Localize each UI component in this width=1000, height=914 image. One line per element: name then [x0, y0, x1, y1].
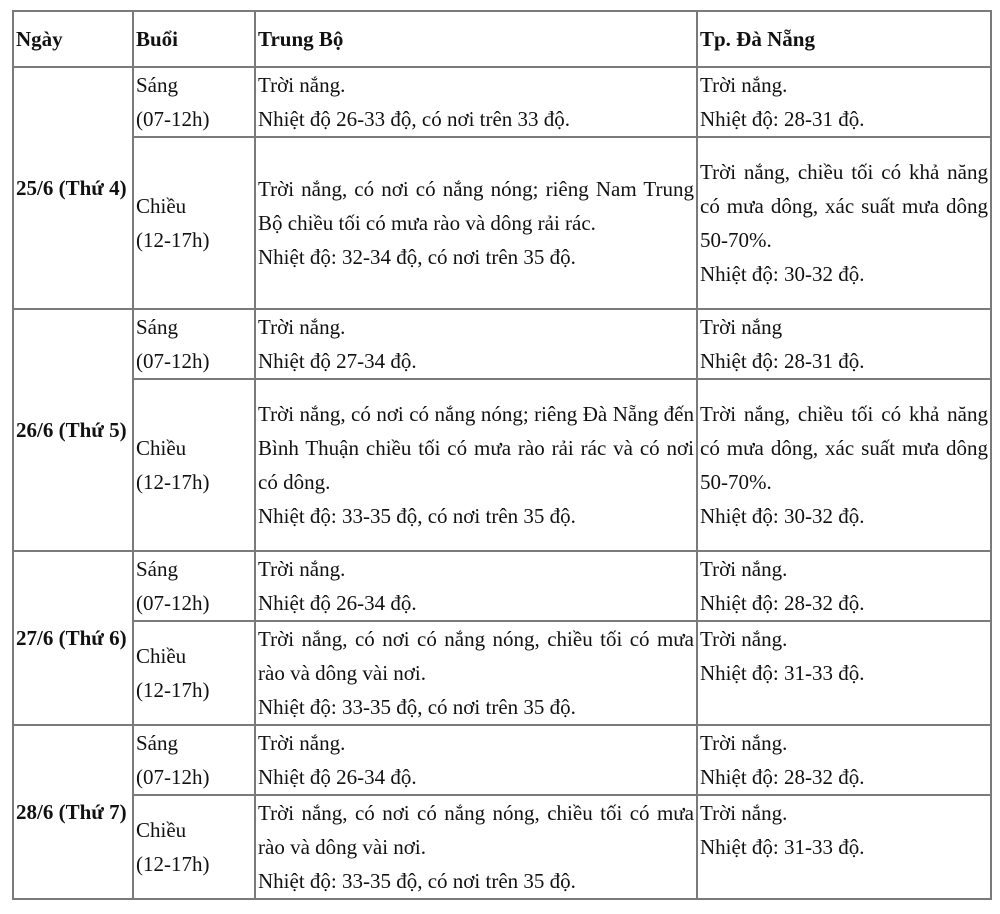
central-forecast: Trời nắng. Nhiệt độ 26-33 độ, có nơi trên 33 độ.: [255, 67, 697, 137]
danang-forecast: Trời nắng. Nhiệt độ: 28-31 độ.: [697, 67, 991, 137]
danang-forecast: Trời nắng. Nhiệt độ: 28-32 độ.: [697, 725, 991, 795]
day-label: 27/6 (Thứ 6): [13, 551, 133, 725]
period-afternoon: Chiều (12-17h): [133, 137, 255, 309]
day-label: 25/6 (Thứ 4): [13, 67, 133, 309]
header-danang: Tp. Đà Nẵng: [697, 11, 991, 67]
central-forecast: Trời nắng. Nhiệt độ 27-34 độ.: [255, 309, 697, 379]
table-row: [13, 551, 991, 621]
period-afternoon: Chiều (12-17h): [133, 379, 255, 551]
day-label: 26/6 (Thứ 5): [13, 309, 133, 551]
central-forecast: Trời nắng, có nơi có nắng nóng, chiều tối có mưa rào và dông vài nơi. Nhiệt độ: 33-35 độ, có nơi trên 35 độ.: [255, 621, 697, 725]
weather-forecast-table: [12, 10, 992, 900]
central-forecast: Trời nắng, có nơi có nắng nóng; riêng Đà Nẵng đến Bình Thuận chiều tối có mưa rào rải rác và có nơi có dông. Nhiệt độ: 33-35 độ, có nơi trên 35 độ.: [255, 379, 697, 551]
central-forecast: Trời nắng, có nơi có nắng nóng, chiều tối có mưa rào và dông vài nơi. Nhiệt độ: 33-35 độ, có nơi trên 35 độ.: [255, 795, 697, 899]
table-row: [13, 309, 991, 379]
danang-forecast: Trời nắng. Nhiệt độ: 31-33 độ.: [697, 795, 991, 899]
central-forecast: Trời nắng. Nhiệt độ 26-34 độ.: [255, 551, 697, 621]
period-morning: Sáng (07-12h): [133, 725, 255, 795]
danang-forecast: Trời nắng Nhiệt độ: 28-31 độ.: [697, 309, 991, 379]
table-row: [13, 379, 991, 551]
period-afternoon: Chiều (12-17h): [133, 621, 255, 725]
period-afternoon: Chiều (12-17h): [133, 795, 255, 899]
header-day: Ngày: [13, 11, 133, 67]
header-row: [13, 11, 991, 67]
table-row: [13, 795, 991, 899]
header-central: Trung Bộ: [255, 11, 697, 67]
danang-forecast: Trời nắng. Nhiệt độ: 31-33 độ.: [697, 621, 991, 725]
period-morning: Sáng (07-12h): [133, 67, 255, 137]
table-row: [13, 137, 991, 309]
central-forecast: Trời nắng, có nơi có nắng nóng; riêng Nam Trung Bộ chiều tối có mưa rào và dông rải rác. Nhiệt độ: 32-34 độ, có nơi trên 35 độ.: [255, 137, 697, 309]
danang-forecast: Trời nắng, chiều tối có khả năng có mưa dông, xác suất mưa dông 50-70%. Nhiệt độ: 30-32 độ.: [697, 137, 991, 309]
danang-forecast: Trời nắng. Nhiệt độ: 28-32 độ.: [697, 551, 991, 621]
header-period: Buổi: [133, 11, 255, 67]
danang-forecast: Trời nắng, chiều tối có khả năng có mưa dông, xác suất mưa dông 50-70%. Nhiệt độ: 30-32 độ.: [697, 379, 991, 551]
period-morning: Sáng (07-12h): [133, 309, 255, 379]
table-row: [13, 725, 991, 795]
table-row: [13, 621, 991, 725]
day-label: 28/6 (Thứ 7): [13, 725, 133, 899]
period-morning: Sáng (07-12h): [133, 551, 255, 621]
table-row: [13, 67, 991, 137]
central-forecast: Trời nắng. Nhiệt độ 26-34 độ.: [255, 725, 697, 795]
